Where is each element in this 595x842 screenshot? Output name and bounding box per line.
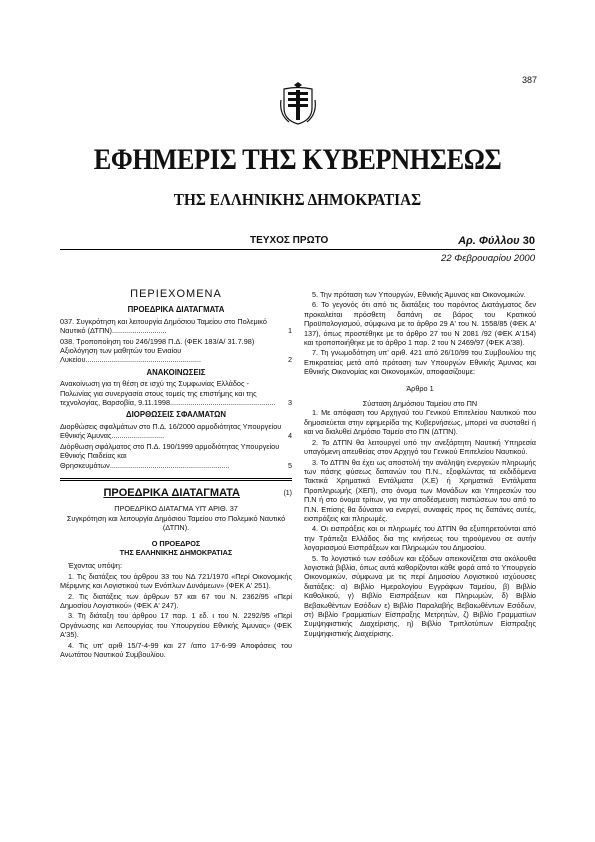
decrees-header bbox=[60, 486, 292, 499]
toc-entry-text: 038. Τροποποίηση του 246/1998 Π.Δ. (ΦΕΚ 183/Α/ 31.7.98) Αξιολόγηση των μαθητών του Ενιαίου Λυκείου......................................................... bbox=[60, 336, 255, 365]
masthead-rule bbox=[60, 249, 535, 250]
section-divider bbox=[60, 478, 292, 479]
toc-entry-text: 037. Συγκρότηση και λειτουργία Δημόσιου Ταμείου στο Πολεμικό Ναυτικό (ΔΤΠΝ)........................... bbox=[60, 316, 267, 336]
recital-paragraph: 6. Το γεγονός ότι από τις διατάξεις του παρόντος Διατάγματος δεν προκαλείται πρόσθετη δαπάνη σε βάρος του Κρατικού Προϋπολογισμού, σύμφωνα με το άρθρο 29 Α' του Ν. 1558/85 (ΦΕΚ Α' 137), όπως προστέθηκε με το άρθρο 27 του Ν 2081 /92 (ΦΕΚ Α'154) και τροποποιήθηκε με το άρθρο 1 παρ. 2 του Ν 2469/97 (ΦΕΚ Α'38). bbox=[304, 300, 536, 348]
article-title: Άρθρο 1 bbox=[406, 383, 434, 393]
president-line-1: Ο ΠΡΟΕΔΡΟΣ bbox=[151, 538, 201, 548]
toc-entry-text: Ανακοίνωση για τη θέση σε ισχύ της Συμφωνίας Ελλάδος - Πολωνίας για συνεργασία στους τομείς της επιστήμης και της τεχνολογίας, Βαρσοβία, 9.11.1998.................................................... bbox=[60, 379, 276, 408]
toc-entry-page: 4 bbox=[287, 431, 292, 441]
toc-entry[interactable] bbox=[60, 317, 292, 336]
issue-date: 22 Φεβρουαρίου 2000 bbox=[441, 253, 535, 264]
sheet-value: 30 bbox=[522, 235, 535, 247]
toc-entry-page: 3 bbox=[287, 398, 292, 408]
toc-section-title: ΔΙΟΡΘΩΣΕΙΣ ΣΦΑΛΜΑΤΩΝ bbox=[126, 410, 226, 420]
recital-paragraph: 4. Τις υπ' αριθ 15/7-4-99 και 27 /απο 17-6-99 Αποφάσεις του Ανωτάτου Ναυτικού Συμβουλίου. bbox=[60, 640, 292, 659]
page-number: 387 bbox=[521, 75, 537, 85]
article-paragraph: 3. Το ΔΤΠΝ θα έχει ως αποστολή την ανάληψη ενεργειών πληρωμής των πάσης φύσεως δαπανών του Π.Ν., εξοφλώντας τα εκδιδόμενα Τακτικά Χρηματικά Εντάλματα (Χ.Ε) ή Χρηματικά Εντάλματα Προπληρωμής (ΧΕΠ), στο όνομα των Μονάδων και Υπηρεσιών του Π.Ν ή στο όνομα τρίτων, για την αποδέσμευση πιστώσεων του από το Π.Ν. Επίσης θα δύναται να ενεργεί, συναφείς προς τις δαπάνες αυτές, εισπράξεις και πληρωμές. bbox=[304, 457, 536, 523]
toc-entry[interactable] bbox=[60, 337, 292, 365]
having-regard: Έχοντας υπόψη: bbox=[68, 561, 122, 571]
article-paragraph: 2. Το ΔΤΠΝ θα λειτουργεί υπό την ανεξάρτητη Ναυτική Υπηρεσία υπαγόμενη απευθείας στον Αρχηγό του Γενικού Επιτελείου Ναυτικού. bbox=[304, 437, 536, 457]
article-paragraph: 1. Με απόφαση του Αρχηγού του Γενικού Επιτελείου Ναυτικού που δημοσιεύεται στην εφημερίδα της Κυβερνήσεως, μπορεί να συσταθεί ή και να διαλυθεί Δημόσιο Ταμείο στο ΠΝ (ΔΤΠΝ). bbox=[304, 408, 536, 437]
toc-section-title: ΠΡΟΕΔΡΙΚΑ ΔΙΑΤΑΓΜΑΤΑ bbox=[127, 305, 225, 315]
recital-paragraph: 3. Τη διάταξη του άρθρου 17 παρ. 1 εδ. ι του Ν. 2292/95 «Περί Οργάνωσης και Λειτουργίας του Υπουργείου Εθνικής Άμυνας» (ΦΕΚ Α'35). bbox=[60, 611, 292, 640]
decrees-heading: ΠΡΟΕΔΡΙΚΑ ΔΙΑΤΑΓΜΑΤΑ bbox=[103, 486, 240, 499]
toc-section-title: ΑΝΑΚΟΙΝΩΣΕΙΣ bbox=[146, 367, 206, 377]
left-column bbox=[60, 290, 292, 660]
toc-entry-page: 5 bbox=[287, 460, 292, 470]
toc-entry-page: 1 bbox=[287, 326, 292, 336]
toc-entry[interactable] bbox=[60, 442, 292, 470]
sheet-number bbox=[458, 235, 535, 247]
toc-entry-page: 2 bbox=[287, 355, 292, 365]
toc-heading: ΠΕΡΙΕΧΟΜΕΝΑ bbox=[130, 288, 222, 300]
article-subtitle: Σύσταση Δημόσιου Ταμείου στο ΠΝ bbox=[362, 399, 478, 409]
recital-paragraph: 2. Τις διατάξεις των άρθρων 57 και 67 του Ν. 2362/95 «Περί Δημοσίου Λογιστικού» (ΦΕΚ Α' 247). bbox=[60, 591, 292, 610]
president-line-2: ΤΗΣ ΕΛΛΗΝΙΚΗΣ ΔΗΜΟΚΡΑΤΙΑΣ bbox=[119, 547, 233, 557]
decree-number: ΠΡΟΕΔΡΙΚΟ ΔΙΑΤΑΓΜΑ ΥΠ' ΑΡΙΘ. 37 bbox=[114, 504, 238, 514]
issue-label: ΤΕΥΧΟΣ ΠΡΩΤΟ bbox=[250, 235, 329, 246]
toc-entry[interactable] bbox=[60, 379, 292, 407]
recital-paragraph: 5. Την πρόταση των Υπουργών, Εθνικής Άμυνας και Οικονομικών. bbox=[312, 290, 526, 299]
gazette-subtitle: ΤΗΣ ΕΛΛΗΝΙΚΗΣ ΔΗΜΟΚΡΑΤΙΑΣ bbox=[173, 190, 422, 209]
toc-entry-text: Διόρθωση σφάλματος στο Π.Δ. 190/1999 αρμοδιότητας Υπουργείου Εθνικής Παιδείας και Θρησκευμάτων........................................................... bbox=[60, 441, 280, 470]
sheet-label: Αρ. Φύλλου bbox=[458, 235, 520, 247]
coat-of-arms-icon bbox=[279, 80, 317, 126]
recital-paragraph: 1. Τις διατάξεις του άρθρου 33 του ΝΔ 721/1970 «Περί Οικονομικής Μέριμνης και Λογιστικού των Ενόπλων Δυνάμεων» (ΦΕΚ Α' 251). bbox=[60, 571, 292, 591]
article-paragraph: 4. Οι εισπράξεις και οι πληρωμές του ΔΤΠΝ θα εξυπηρετούνται από την Τράπεζα Ελλάδος δια της κινήσεως του τηρούμενου σε αυτήν λογαριασμού Εισπράξεων και Πληρωμών του Δημοσίου. bbox=[304, 524, 536, 553]
decree-title: Συγκρότηση και λειτουργία Δημόσιου Ταμείου στο Πολεμικό Ναυτικό (ΔΤΠΝ). bbox=[66, 513, 286, 533]
toc-entry-text: Διορθώσεις σφαλμάτων στο Π.Δ. 16/2000 αρμοδιότητας Υπουργείου Εθνικής Άμυνας.......................... bbox=[60, 421, 282, 441]
toc-entry[interactable] bbox=[60, 422, 292, 441]
decrees-heading-number: (1) bbox=[283, 489, 292, 497]
recital-paragraph: 7. Τη γνωμοδότηση υπ' αριθ. 421 από 26/10/99 του Συμβουλίου της Επικρατείας μετά από πρόταση των Υπουργών Εθνικής Άμυνας και Εθνικής Οικονομίας και Οικονομικών, αποφασίζουμε: bbox=[304, 348, 536, 377]
gazette-title: ΕΦΗΜΕΡΙΣ ΤΗΣ ΚΥΒΕΡΝΗΣΕΩΣ bbox=[93, 143, 502, 176]
right-column bbox=[304, 290, 536, 639]
section-divider bbox=[60, 480, 292, 481]
article-paragraph: 5. Το λογιστικό των εσόδων και εξόδων απεικονίζεται στα ακόλουθα λογιστικά βιβλία, όπως αυτά καθορίζονται κάθε φορά από το Υπουργείο Οικονομικών, σύμφωνα με τις περί Δημοσίου Λογιστικού ισχύουσες διατάξεις: α) Βιβλίο Ημερολογίου Εγγράφων Ταμείου, β) Βιβλίο Καθολικού, γ) Βιβλίο Εισπράξεων και Πληρωμών, δ) Βιβλίο Βεβαιωθέντων Εσόδων ε) Βιβλίο Παραλαβής Βεβαιωθέντων Εσόδων, στ) Βιβλίο Γραμματίων Είσπραξης Μετρητών, ζ) Βιβλίο Γραμματίων Συμψηφιστικής Διαχείρισης, η) Βιβλίο Τριπλοτύπων Είσπραξης Συμψηφιστικής Διαχείρισης. bbox=[304, 553, 536, 638]
